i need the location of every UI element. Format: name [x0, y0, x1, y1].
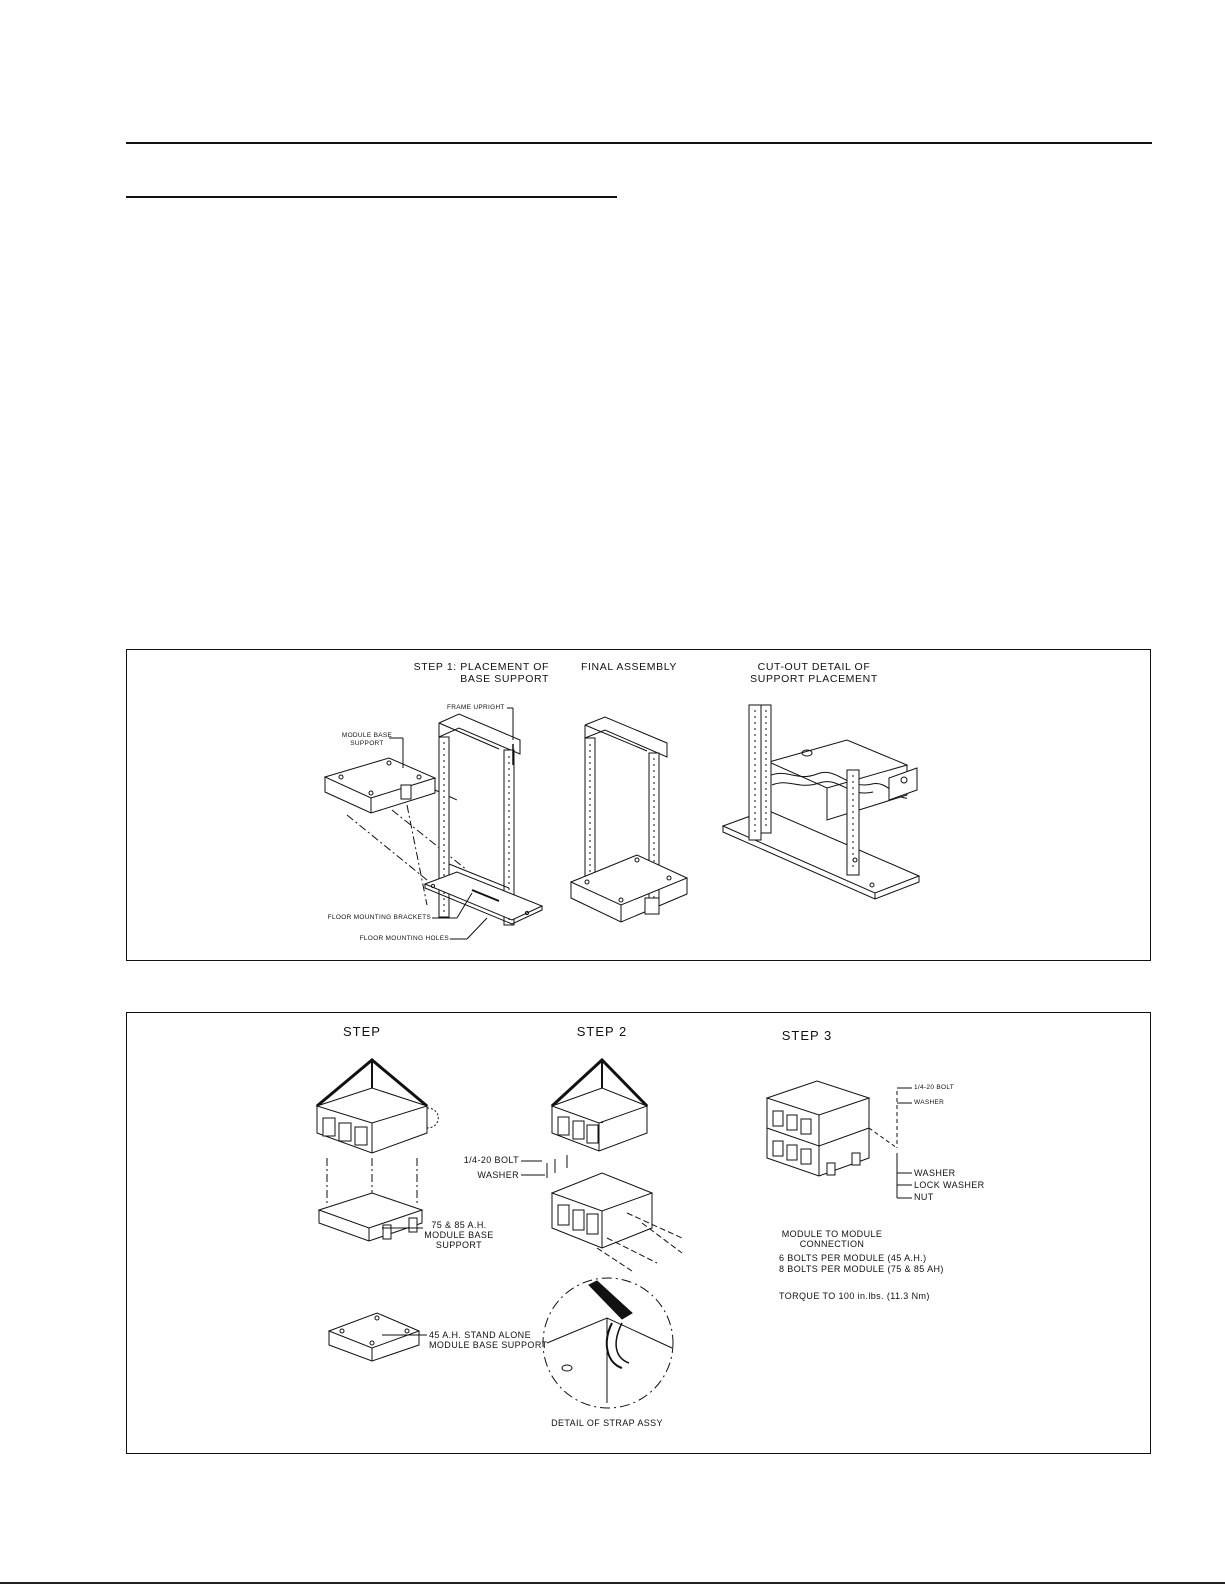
header-rule — [126, 142, 1152, 144]
lifted-module-step1 — [317, 1060, 438, 1153]
module-installation-drawing — [127, 1013, 1152, 1455]
fig2-step1-title: STEP — [343, 1024, 381, 1039]
frame-upright-step1 — [425, 714, 542, 925]
final-assembly-rack — [571, 717, 687, 922]
figure-module-installation — [126, 1012, 1151, 1454]
module-base-support-shape — [325, 758, 435, 813]
frame-upright-label: FRAME UPRIGHT — [447, 704, 505, 711]
final-assembly-title: FINAL ASSEMBLY — [581, 661, 677, 673]
seated-module-step2 — [547, 1155, 652, 1248]
step3-nut-label: NUT — [914, 1192, 934, 1202]
floor-brackets-label: FLOOR MOUNTING BRACKETS — [327, 914, 431, 921]
bolt-label-step2: 1/4-20 BOLT — [463, 1155, 519, 1165]
base-support-45-shape — [329, 1313, 419, 1361]
cutout-detail-drawing — [723, 705, 919, 899]
bolts-75-85-text: 8 BOLTS PER MODULE (75 & 85 AH) — [779, 1264, 944, 1274]
strap-detail-label: DETAIL OF STRAP ASSY — [551, 1418, 663, 1428]
fig2-step2-title: STEP 2 — [576, 1024, 628, 1039]
washer-label-step2: WASHER — [477, 1170, 519, 1180]
lifted-module-step2 — [552, 1060, 647, 1151]
figure-rack-base-support — [126, 649, 1151, 961]
step3-washer-label: WASHER — [914, 1168, 956, 1178]
bolts-45-text: 6 BOLTS PER MODULE (45 A.H.) — [779, 1253, 927, 1263]
page-bottom-rule — [0, 1582, 1225, 1584]
floor-holes-label: FLOOR MOUNTING HOLES — [359, 935, 449, 942]
base-support-75-85-label: 75 & 85 A.H. MODULE BASE SUPPORT — [424, 1220, 494, 1250]
connection-title: MODULE TO MODULE CONNECTION — [781, 1229, 883, 1249]
step1-placement-title: STEP 1: PLACEMENT OF BASE SUPPORT — [413, 661, 549, 685]
torque-text: TORQUE TO 100 in.lbs. (11.3 Nm) — [779, 1291, 930, 1301]
base-support-75-85-shape — [319, 1193, 422, 1241]
rack-assembly-drawing — [127, 650, 1152, 962]
stacked-modules-step3 — [767, 1081, 869, 1176]
step3-lock-washer-label: LOCK WASHER — [914, 1180, 985, 1190]
step3-washer-top-label: WASHER — [914, 1099, 945, 1106]
section-heading-underline — [126, 196, 617, 198]
step3-bolt-label: 1/4-20 BOLT — [914, 1084, 955, 1091]
cutout-detail-title: CUT-OUT DETAIL OF SUPPORT PLACEMENT — [750, 661, 878, 685]
base-support-45-label: 45 A.H. STAND ALONE MODULE BASE SUPPORT — [429, 1330, 548, 1350]
module-base-support-label: MODULE BASE SUPPORT — [341, 732, 393, 747]
fig2-step3-title: STEP 3 — [781, 1028, 833, 1043]
